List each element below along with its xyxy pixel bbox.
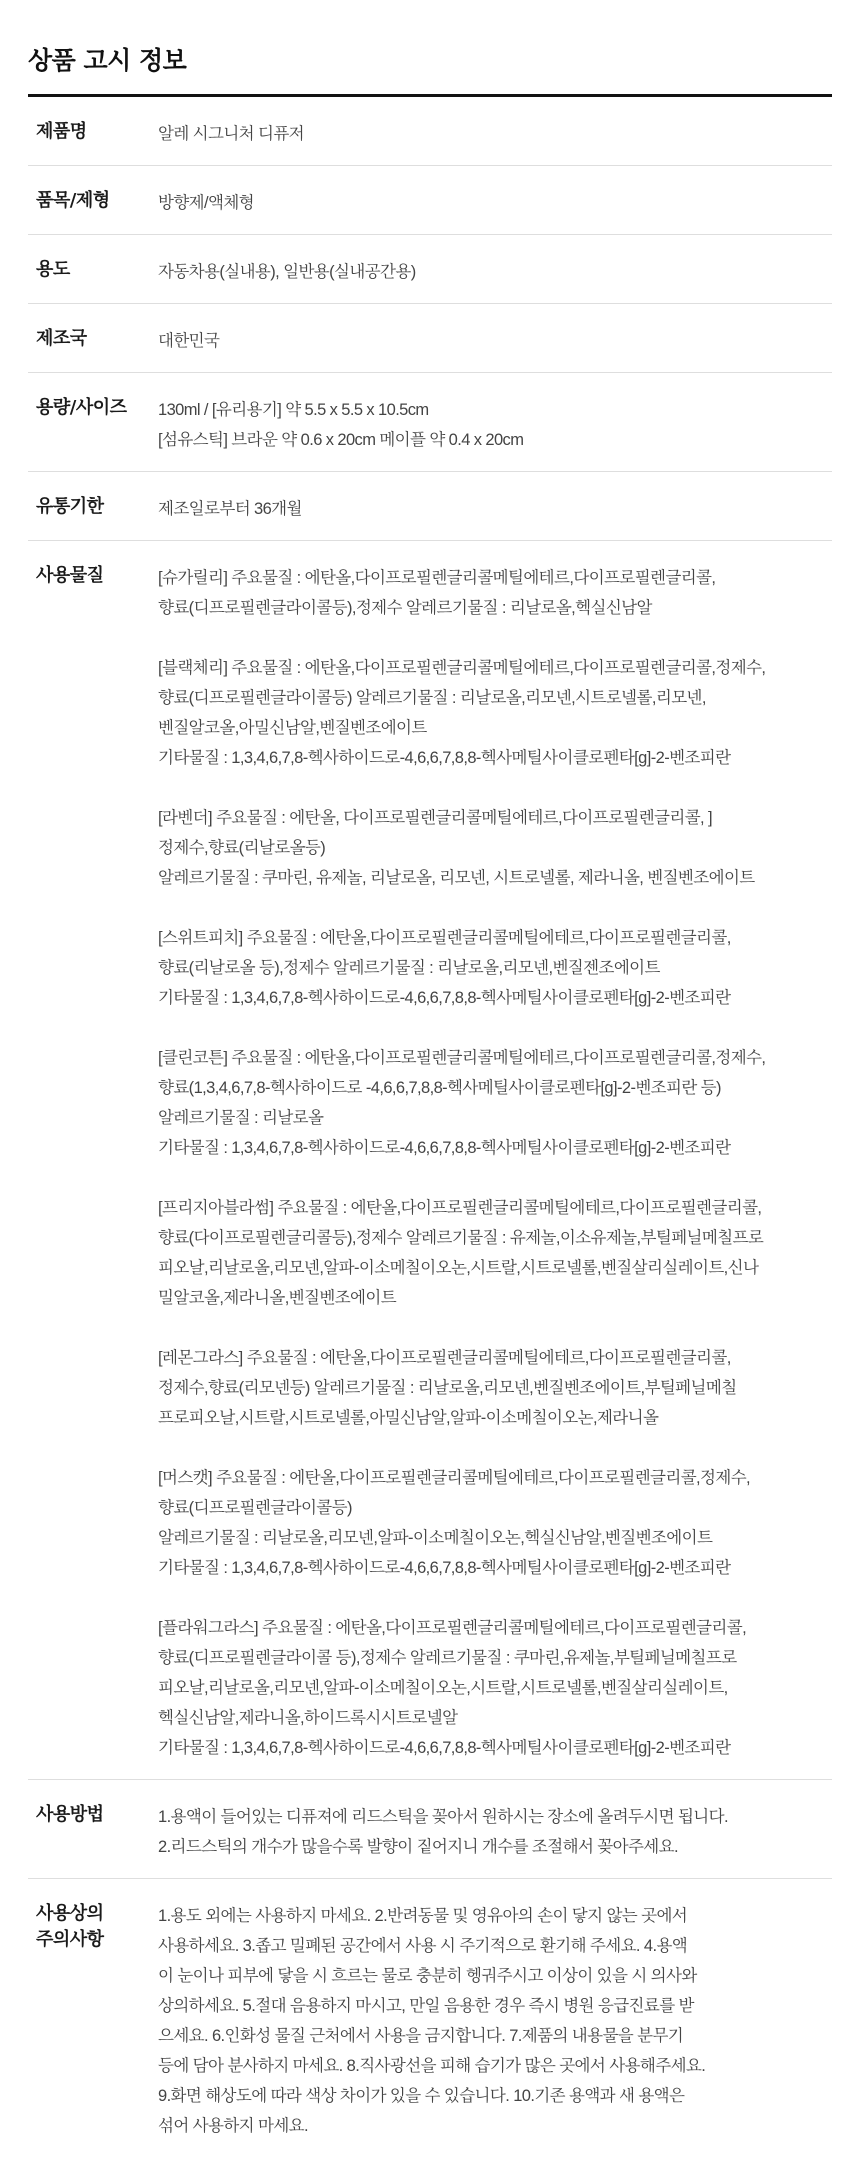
row-label: 품목/제형: [36, 190, 110, 211]
ingredient-line: [슈가릴리] 주요물질 : 에탄올,다이프로필렌글리콜메틸에테르,다이프로필렌글리콜,: [158, 569, 716, 587]
row-value: [158, 257, 832, 287]
caution-line: 사용하세요. 3.좁고 밀폐된 공간에서 사용 시 주기적으로 환기해 주세요. 4.용액: [158, 1937, 688, 1955]
ingredient-line: 향료(리날로올 등),정제수 알레르기물질 : 리날로올,리모넨,벤질젠조에이트: [158, 959, 660, 977]
caution-text: [158, 1901, 832, 2141]
ingredient-line: 정제수,향료(리모넨등) 알레르기물질 : 리날로올,리모넨,벤질벤조에이트,부틸페닐메칠: [158, 1379, 737, 1397]
ingredient-line: [머스캣] 주요물질 : 에탄올,다이프로필렌글리콜메틸에테르,다이프로필렌글리콜,정제수,: [158, 1469, 751, 1487]
ingredient-line: 헥실신남알,제라니올,하이드록시시트로넬알: [158, 1709, 458, 1727]
ingredient-line: 기타물질 : 1,3,4,6,7,8-헥사하이드로-4,6,6,7,8,8-헥사메틸사이클로펜타[g]-2-벤조피란: [158, 989, 731, 1007]
caution-line: 등에 담아 분사하지 마세요. 8.직사광선을 피해 습기가 많은 곳에서 사용해주세요.: [158, 2057, 706, 2075]
ingredient-line: 피오날,리날로올,리모넨,알파-이소메칠이오논,시트랄,시트로넬롤,벤질살리실레이트,신나: [158, 1259, 759, 1277]
ingredient-line: 프로피오날,시트랄,시트로넬롤,아밀신남알,알파-이소메칠이오논,제라니올: [158, 1409, 659, 1427]
ingredient-line: [플라워그라스] 주요물질 : 에탄올,다이프로필렌글리콜메틸에테르,다이프로필렌글리콜,: [158, 1619, 747, 1637]
paragraph-gap: [158, 1433, 832, 1463]
caution-line: 1.용도 외에는 사용하지 마세요. 2.반려동물 및 영유아의 손이 닿지 않는 곳에서: [158, 1907, 688, 1925]
row-capacity: [28, 373, 832, 472]
paragraph-gap: [158, 1163, 832, 1193]
value-line: 제조일로부터 36개월: [158, 500, 302, 518]
label-line: 주의사항: [36, 1929, 104, 1950]
ingredient-line: 기타물질 : 1,3,4,6,7,8-헥사하이드로-4,6,6,7,8,8-헥사메틸사이클로펜타[g]-2-벤조피란: [158, 749, 731, 767]
ingredient-line: 기타물질 : 1,3,4,6,7,8-헥사하이드로-4,6,6,7,8,8-헥사메틸사이클로펜타[g]-2-벤조피란: [158, 1139, 731, 1157]
value-line: 자동차용(실내용), 일반용(실내공간용): [158, 263, 416, 281]
ingredient-line: [레몬그라스] 주요물질 : 에탄올,다이프로필렌글리콜메틸에테르,다이프로필렌글리콜,: [158, 1349, 731, 1367]
ingredient-line: 벤질알코올,아밀신남알,벤질벤조에이트: [158, 719, 427, 737]
ingredients-list: [158, 563, 832, 1763]
row-usage: [28, 235, 832, 304]
row-label: 사용물질: [36, 565, 104, 586]
value-line: 130ml / [유리용기] 약 5.5 x 5.5 x 10.5cm: [158, 401, 429, 419]
row-category: [28, 166, 832, 235]
ingredient-line: 알레르기물질 : 쿠마린, 유제놀, 리날로올, 리모넨, 시트로넬롤, 제라니올, 벤질벤조에이트: [158, 869, 755, 887]
ingredient-line: 향료(디프로필렌글라이콜 등),정제수 알레르기물질 : 쿠마린,유제놀,부틸페닐메칠프로: [158, 1649, 737, 1667]
ingredient-line: 기타물질 : 1,3,4,6,7,8-헥사하이드로-4,6,6,7,8,8-헥사메틸사이클로펜타[g]-2-벤조피란: [158, 1739, 731, 1757]
label-line: 사용상의: [36, 1903, 104, 1924]
row-label: [28, 1901, 158, 2141]
row-caution: [28, 1879, 832, 2157]
ingredient-line: [블랙체리] 주요물질 : 에탄올,다이프로필렌글리콜메틸에테르,다이프로필렌글리콜,정제수,: [158, 659, 766, 677]
row-origin: [28, 304, 832, 373]
value-line: 대한민국: [158, 332, 220, 350]
row-value: [158, 395, 832, 455]
value-line: 1.용액이 들어있는 디퓨져에 리드스틱을 꽂아서 원하시는 장소에 올려두시면 됩니다.: [158, 1808, 728, 1826]
page-title: 상품 고시 정보: [28, 46, 187, 75]
ingredient-line: [프리지아블라썸] 주요물질 : 에탄올,다이프로필렌글리콜메틸에테르,다이프로필렌글리콜,: [158, 1199, 762, 1217]
row-method: [28, 1780, 832, 1879]
row-label: 사용방법: [36, 1804, 104, 1825]
paragraph-gap: [158, 1013, 832, 1043]
ingredient-line: 향료(디프로필렌글라이콜등) 알레르기물질 : 리날로올,리모넨,시트로넬롤,리모넨,: [158, 689, 706, 707]
row-value: [158, 494, 832, 524]
ingredient-line: 피오날,리날로올,리모넨,알파-이소메칠이오논,시트랄,시트로넬롤,벤질살리실레이트,: [158, 1679, 728, 1697]
row-ingredients: [28, 541, 832, 1780]
ingredient-line: [라벤더] 주요물질 : 에탄올, 다이프로필렌글리콜메틸에테르,다이프로필렌글리콜, ]: [158, 809, 712, 827]
row-value: [158, 119, 832, 149]
row-value: [158, 188, 832, 218]
row-value: [158, 1802, 832, 1862]
value-line: 2.리드스틱의 개수가 많을수록 발향이 짙어지니 개수를 조절해서 꽂아주세요.: [158, 1838, 678, 1856]
ingredient-line: 향료(다이프로필렌글리콜등),정제수 알레르기물질 : 유제놀,이소유제놀,부틸페닐메칠프로: [158, 1229, 764, 1247]
caution-line: 으세요. 6.인화성 물질 근처에서 사용을 금지합니다. 7.제품의 내용물을 분무기: [158, 2027, 684, 2045]
caution-line: 9.화면 해상도에 따라 색상 차이가 있을 수 있습니다. 10.기존 용액과 새 용액은: [158, 2087, 685, 2105]
ingredient-line: 향료(디프로필렌글라이콜등),정제수 알레르기물질 : 리날로올,헥실신남알: [158, 599, 652, 617]
paragraph-gap: [158, 1313, 832, 1343]
ingredient-line: 기타물질 : 1,3,4,6,7,8-헥사하이드로-4,6,6,7,8,8-헥사메틸사이클로펜타[g]-2-벤조피란: [158, 1559, 731, 1577]
row-label: 제품명: [36, 121, 87, 142]
row-label: 용량/사이즈: [36, 397, 127, 418]
caution-line: 섞어 사용하지 마세요.: [158, 2117, 309, 2135]
value-line: 알레 시그니처 디퓨저: [158, 125, 305, 143]
ingredient-line: 밀알코올,제라니올,벤질벤조에이트: [158, 1289, 397, 1307]
paragraph-gap: [158, 893, 832, 923]
ingredient-line: 향료(1,3,4,6,7,8-헥사하이드로 -4,6,6,7,8,8-헥사메틸사이클로펜타[g]-2-벤조피란 등): [158, 1079, 721, 1097]
caution-line: 이 눈이나 피부에 닿을 시 흐르는 물로 충분히 헹궈주시고 이상이 있을 시 의사와: [158, 1967, 697, 1985]
value-line: 방향제/액체형: [158, 194, 255, 212]
ingredient-line: 알레르기물질 : 리날로올: [158, 1109, 324, 1127]
product-info-table: [28, 97, 832, 2157]
row-label: 용도: [36, 259, 70, 280]
row-value: [158, 326, 832, 356]
row-label: 제조국: [36, 328, 87, 349]
paragraph-gap: [158, 1583, 832, 1613]
ingredient-line: [스위트피치] 주요물질 : 에탄올,다이프로필렌글리콜메틸에테르,다이프로필렌글리콜,: [158, 929, 731, 947]
ingredient-line: 정제수,향료(리날로올등): [158, 839, 326, 857]
row-expiry: [28, 472, 832, 541]
row-product-name: [28, 97, 832, 166]
paragraph-gap: [158, 623, 832, 653]
ingredient-line: 알레르기물질 : 리날로올,리모넨,알파-이소메칠이오논,헥실신남알,벤질벤조에이트: [158, 1529, 713, 1547]
paragraph-gap: [158, 773, 832, 803]
caution-line: 상의하세요. 5.절대 음용하지 마시고, 만일 음용한 경우 즉시 병원 응급진료를 받: [158, 1997, 694, 2015]
ingredient-line: 향료(디프로필렌글라이콜등): [158, 1499, 352, 1517]
row-label: 유통기한: [36, 496, 104, 517]
value-line: [섬유스틱] 브라운 약 0.6 x 20cm 메이플 약 0.4 x 20cm: [158, 431, 524, 449]
ingredient-line: [클린코튼] 주요물질 : 에탄올,다이프로필렌글리콜메틸에테르,다이프로필렌글리콜,정제수,: [158, 1049, 766, 1067]
